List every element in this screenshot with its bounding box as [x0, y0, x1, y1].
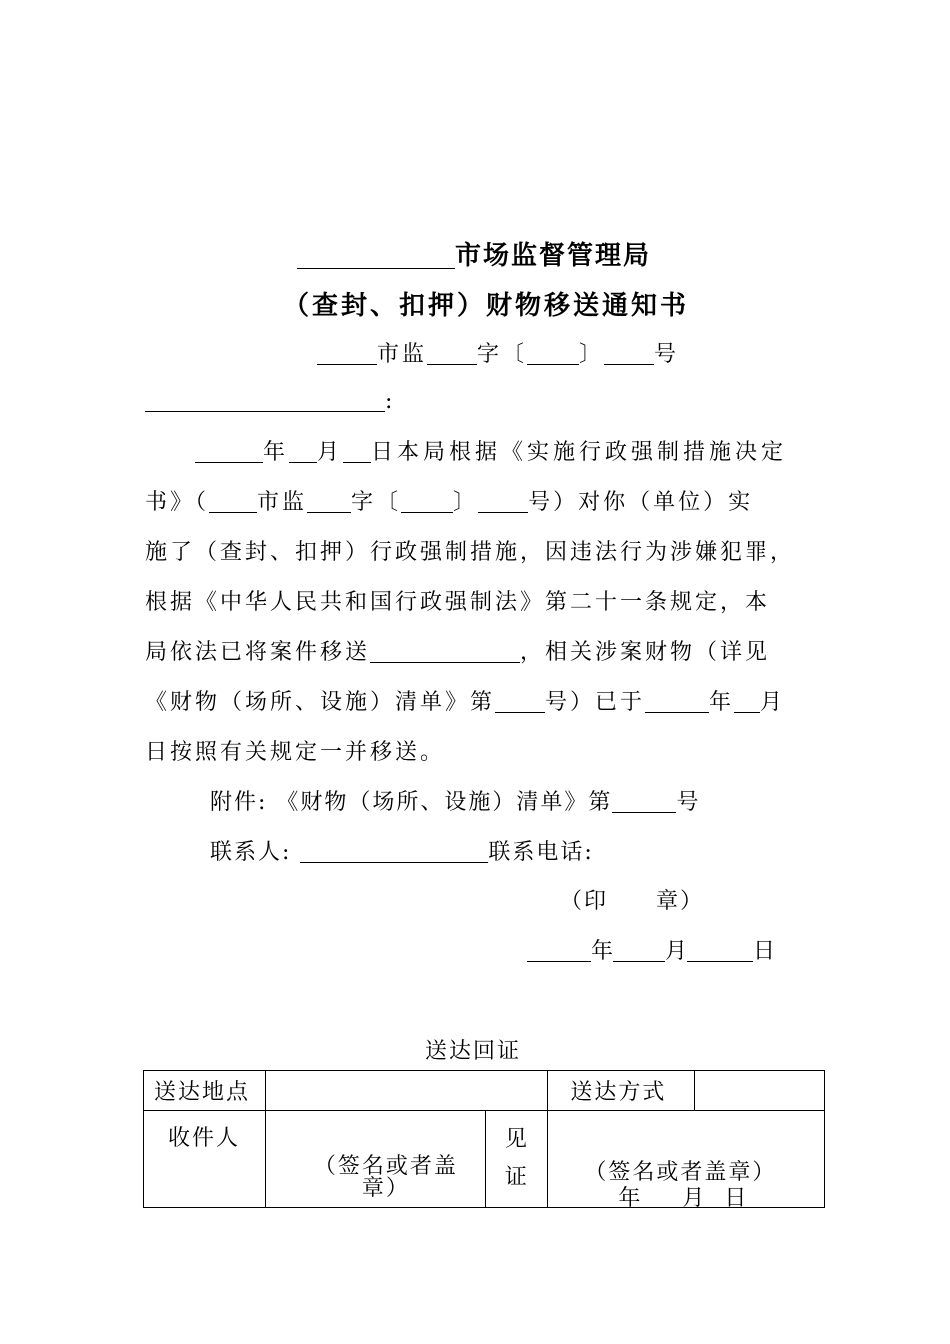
issue-day-blank[interactable]: [687, 938, 753, 962]
date-year-blank[interactable]: [195, 439, 263, 463]
body-text: ，相关涉案财物（详见: [520, 640, 771, 665]
agency-title: [297, 235, 651, 272]
recipient-line: [145, 388, 392, 414]
issue-month-blank[interactable]: [613, 938, 665, 962]
doc-number: [317, 337, 679, 368]
body-text: 号）对你（单位）实: [528, 490, 754, 515]
date-text: 月: [665, 939, 688, 964]
contact-person-blank[interactable]: [300, 839, 488, 863]
decision-number-blank-1[interactable]: [209, 489, 257, 513]
date-text: 日: [753, 939, 776, 964]
date-text: 年: [591, 939, 614, 964]
body-text: 书》（: [145, 490, 210, 515]
place-label: 送达地点: [154, 1080, 251, 1105]
method-label: 送达方式: [570, 1080, 667, 1105]
doc-number-text-3: 〕: [579, 342, 605, 367]
place-label-cell: [144, 1071, 266, 1111]
list-number-blank[interactable]: [495, 689, 545, 713]
contact-line: [210, 835, 594, 866]
doc-number-blank-1[interactable]: [317, 341, 377, 365]
method-value-cell[interactable]: [695, 1071, 825, 1111]
witness-char-1: 见: [504, 1127, 529, 1152]
attachment-label: 附件:: [210, 790, 268, 815]
witness-char-2: 证: [504, 1165, 529, 1190]
receiver-label: 收件人: [168, 1126, 241, 1151]
date-day-blank[interactable]: [343, 439, 371, 463]
decision-number-blank-2[interactable]: [307, 489, 351, 513]
body-text: 号）已于: [545, 690, 646, 715]
transfer-to-blank[interactable]: [370, 639, 520, 663]
issue-date: [527, 934, 775, 965]
body-text: 局依法已将案件移送: [145, 640, 371, 665]
contact-phone-label: 联系电话:: [488, 840, 594, 865]
receiver-sign-note: [306, 1155, 466, 1201]
receipt-row-receiver: [144, 1111, 825, 1208]
body-text: 市监: [257, 490, 308, 515]
body-text: 月: [760, 690, 786, 715]
recipient-colon: :: [385, 389, 393, 415]
place-value-cell[interactable]: [265, 1071, 548, 1111]
decision-number-blank-3[interactable]: [401, 489, 453, 513]
attachment-suffix: 号: [676, 790, 701, 815]
receipt-row-place: [144, 1071, 825, 1111]
witness-sign-cell[interactable]: [548, 1111, 825, 1211]
agency-name-blank[interactable]: [297, 240, 455, 268]
attachment-number-blank[interactable]: [612, 789, 676, 813]
date-month-blank[interactable]: [289, 439, 317, 463]
body-text: 月: [317, 440, 344, 465]
receiver-sign-cell[interactable]: [265, 1111, 486, 1208]
doc-number-blank-3[interactable]: [527, 341, 579, 365]
doc-title: （查封、扣押）财物移送通知书: [283, 291, 690, 321]
sign-left-line2: 章）: [361, 1176, 410, 1201]
contact-person-label: 联系人:: [210, 840, 292, 865]
body-text: 〕: [453, 490, 479, 515]
transfer-year-blank[interactable]: [645, 689, 709, 713]
receipt-date-day: 日: [724, 1186, 749, 1211]
doc-number-text-2: 字〔: [477, 342, 528, 367]
receipt-date-month: 月: [682, 1186, 707, 1211]
doc-number-text-1: 市监: [377, 342, 428, 367]
witness-label-cell: [486, 1111, 548, 1208]
body-line-5: [145, 635, 770, 666]
sign-left-line1: （签名或者盖: [313, 1154, 458, 1179]
receipt-table: [143, 1070, 825, 1211]
body-line-7: 日按照有关规定一并移送。: [145, 740, 446, 765]
decision-number-blank-4[interactable]: [478, 489, 528, 513]
attachment-text: 《财物（场所、设施）清单》第: [276, 790, 613, 815]
agency-suffix: 市场监督管理局: [455, 241, 652, 271]
attachment-line: [210, 785, 700, 816]
issue-year-blank[interactable]: [527, 938, 591, 962]
doc-number-blank-4[interactable]: [604, 341, 654, 365]
seal-text: （印 章）: [560, 889, 705, 914]
body-text: 《财物（场所、设施）清单》第: [145, 690, 496, 715]
body-text: 年: [263, 440, 290, 465]
body-text: 日本局根据《实施行政强制措施决定: [371, 440, 788, 465]
receipt-date: [618, 1181, 748, 1212]
body-line-3: 施了（查封、扣押）行政强制措施，因违法行为涉嫌犯罪，: [145, 540, 796, 565]
receipt-date-year: 年: [618, 1186, 643, 1211]
recipient-blank[interactable]: [145, 388, 385, 412]
body-line-1: [195, 435, 787, 466]
body-text: 年: [709, 690, 735, 715]
receiver-label-cell: [144, 1111, 266, 1208]
transfer-month-blank[interactable]: [734, 689, 760, 713]
body-line-2: [145, 485, 753, 516]
receipt-title: 送达回证: [425, 1039, 522, 1064]
body-line-4: 根据《中华人民共和国行政强制法》第二十一条规定，本: [145, 590, 771, 615]
method-label-cell: [548, 1071, 695, 1111]
doc-number-blank-2[interactable]: [427, 341, 477, 365]
body-text: 字〔: [351, 490, 402, 515]
sign-right-note: （签名或者盖章）: [584, 1160, 777, 1185]
body-line-6: [145, 685, 785, 716]
doc-number-text-4: 号: [654, 342, 680, 367]
